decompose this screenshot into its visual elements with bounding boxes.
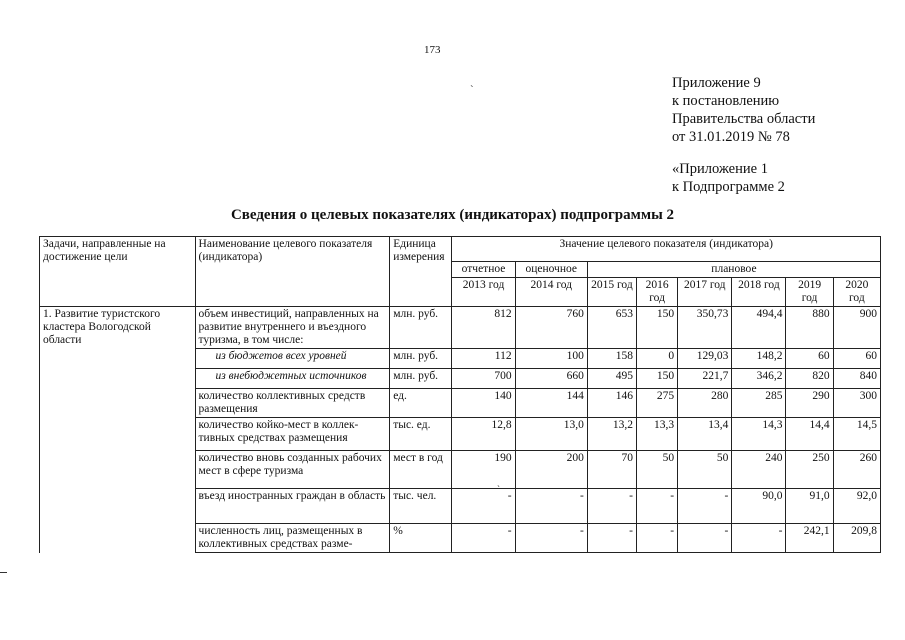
indicator-name-cell: количество койко-мест в коллективных средствах размещения (195, 418, 390, 451)
value-cell: 13,0 (515, 418, 587, 451)
value-cell: 112 (452, 349, 515, 369)
appendix-line: «Приложение 1 (672, 161, 768, 177)
value-cell: 50 (678, 451, 732, 489)
value-cell: 13,2 (587, 418, 636, 451)
value-cell: 240 (732, 451, 786, 489)
indicator-name-cell: въезд иностранных граждан в область (195, 489, 390, 524)
value-cell: 150 (637, 307, 678, 349)
value-cell: 190 (452, 451, 515, 489)
appendix-line: Приложение 9 (672, 75, 761, 91)
unit-cell: мест в год (390, 451, 452, 489)
header-value-group: Значение целевого показателя (индикатора) (452, 237, 881, 262)
indicators-table (39, 236, 881, 553)
value-cell: 90,0 (732, 489, 786, 524)
indicator-name-cell: из бюджетов всех уровней (195, 349, 390, 369)
value-cell: 275 (637, 389, 678, 418)
value-cell: 70 (587, 451, 636, 489)
appendix-line: к Подпрограмме 2 (672, 179, 785, 195)
header-unit: Единица измерения (390, 237, 452, 307)
value-cell: 653 (587, 307, 636, 349)
value-cell: 346,2 (732, 369, 786, 389)
value-cell: 144 (515, 389, 587, 418)
value-cell: 146 (587, 389, 636, 418)
stray-mark: ` (497, 484, 500, 494)
unit-cell: млн. руб. (390, 307, 452, 349)
value-cell: 92,0 (833, 489, 880, 524)
value-cell: 0 (637, 349, 678, 369)
value-cell: 13,4 (678, 418, 732, 451)
unit-cell: тыс. ед. (390, 418, 452, 451)
value-cell: 290 (786, 389, 833, 418)
header-indicator: Наименование целевого показателя (индикатора) (195, 237, 390, 307)
value-cell: - (515, 489, 587, 524)
value-cell: 60 (833, 349, 880, 369)
value-cell: 14,5 (833, 418, 880, 451)
header-year: 2017 год (678, 278, 732, 307)
header-year: 2013 год (452, 278, 515, 307)
indicator-name-cell: из внебюджетных источников (195, 369, 390, 389)
header-estimated: оценочное (515, 262, 587, 278)
header-planned: плановое (587, 262, 880, 278)
value-cell: 13,3 (637, 418, 678, 451)
value-cell: - (637, 524, 678, 553)
value-cell: 242,1 (786, 524, 833, 553)
value-cell: 14,4 (786, 418, 833, 451)
value-cell: 91,0 (786, 489, 833, 524)
spacer (672, 146, 815, 160)
header-year: 2016 год (637, 278, 678, 307)
value-cell: - (587, 524, 636, 553)
unit-cell: млн. руб. (390, 349, 452, 369)
value-cell: - (515, 524, 587, 553)
header-year: 2018 год (732, 278, 786, 307)
value-cell: 280 (678, 389, 732, 418)
value-cell: 14,3 (732, 418, 786, 451)
task-cell: 1. Развитие туристского кластера Вологодской области (40, 307, 196, 553)
value-cell: - (452, 489, 515, 524)
header-year: 2015 год (587, 278, 636, 307)
header-year: 2014 год (515, 278, 587, 307)
header-year: 2020 год (833, 278, 880, 307)
value-cell: 260 (833, 451, 880, 489)
value-cell: 221,7 (678, 369, 732, 389)
value-cell: 100 (515, 349, 587, 369)
value-cell: - (732, 524, 786, 553)
appendix-block (672, 74, 815, 196)
value-cell: 840 (833, 369, 880, 389)
header-year: 2019 год (786, 278, 833, 307)
document-title: Сведения о целевых показателях (индикаторах) подпрограммы 2 (230, 207, 675, 223)
edge-mark (0, 572, 7, 573)
value-cell: - (452, 524, 515, 553)
value-cell: 494,4 (732, 307, 786, 349)
indicator-name-cell: численность лиц, размещенных в коллективных средствах разме- (195, 524, 390, 553)
indicator-name-cell: объем инвестиций, направленных на развитие внутреннего и въездного туризма, в том числе: (195, 307, 390, 349)
unit-cell: ед. (390, 389, 452, 418)
unit-cell: млн. руб. (390, 369, 452, 389)
value-cell: 209,8 (833, 524, 880, 553)
value-cell: 812 (452, 307, 515, 349)
value-cell: 700 (452, 369, 515, 389)
appendix-line: от 31.01.2019 № 78 (672, 129, 790, 145)
appendix-line: Правительства области (672, 111, 816, 127)
stray-mark: ` (470, 84, 474, 96)
value-cell: 140 (452, 389, 515, 418)
value-cell: 12,8 (452, 418, 515, 451)
page-number: 173 (424, 44, 441, 56)
value-cell: 660 (515, 369, 587, 389)
value-cell: 820 (786, 369, 833, 389)
appendix-line: к постановлению (672, 93, 780, 109)
value-cell: 300 (833, 389, 880, 418)
value-cell: - (587, 489, 636, 524)
value-cell: 350,73 (678, 307, 732, 349)
value-cell: 900 (833, 307, 880, 349)
value-cell: - (678, 489, 732, 524)
value-cell: 880 (786, 307, 833, 349)
value-cell: 760 (515, 307, 587, 349)
value-cell: 50 (637, 451, 678, 489)
indicator-name-cell: количество вновь созданных рабочих мест в сфере туризма (195, 451, 390, 489)
value-cell: 129,03 (678, 349, 732, 369)
value-cell: 150 (637, 369, 678, 389)
unit-cell: тыс. чел. (390, 489, 452, 524)
value-cell: - (637, 489, 678, 524)
value-cell: 148,2 (732, 349, 786, 369)
value-cell: 200 (515, 451, 587, 489)
value-cell: 158 (587, 349, 636, 369)
value-cell: 60 (786, 349, 833, 369)
unit-cell: % (390, 524, 452, 553)
value-cell: 250 (786, 451, 833, 489)
header-reporting: отчетное (452, 262, 515, 278)
header-task: Задачи, направленные на достижение цели (40, 237, 196, 307)
table-row (40, 307, 881, 349)
value-cell: 495 (587, 369, 636, 389)
value-cell: 285 (732, 389, 786, 418)
indicator-name-cell: количество коллективных средств размещения (195, 389, 390, 418)
value-cell: - (678, 524, 732, 553)
